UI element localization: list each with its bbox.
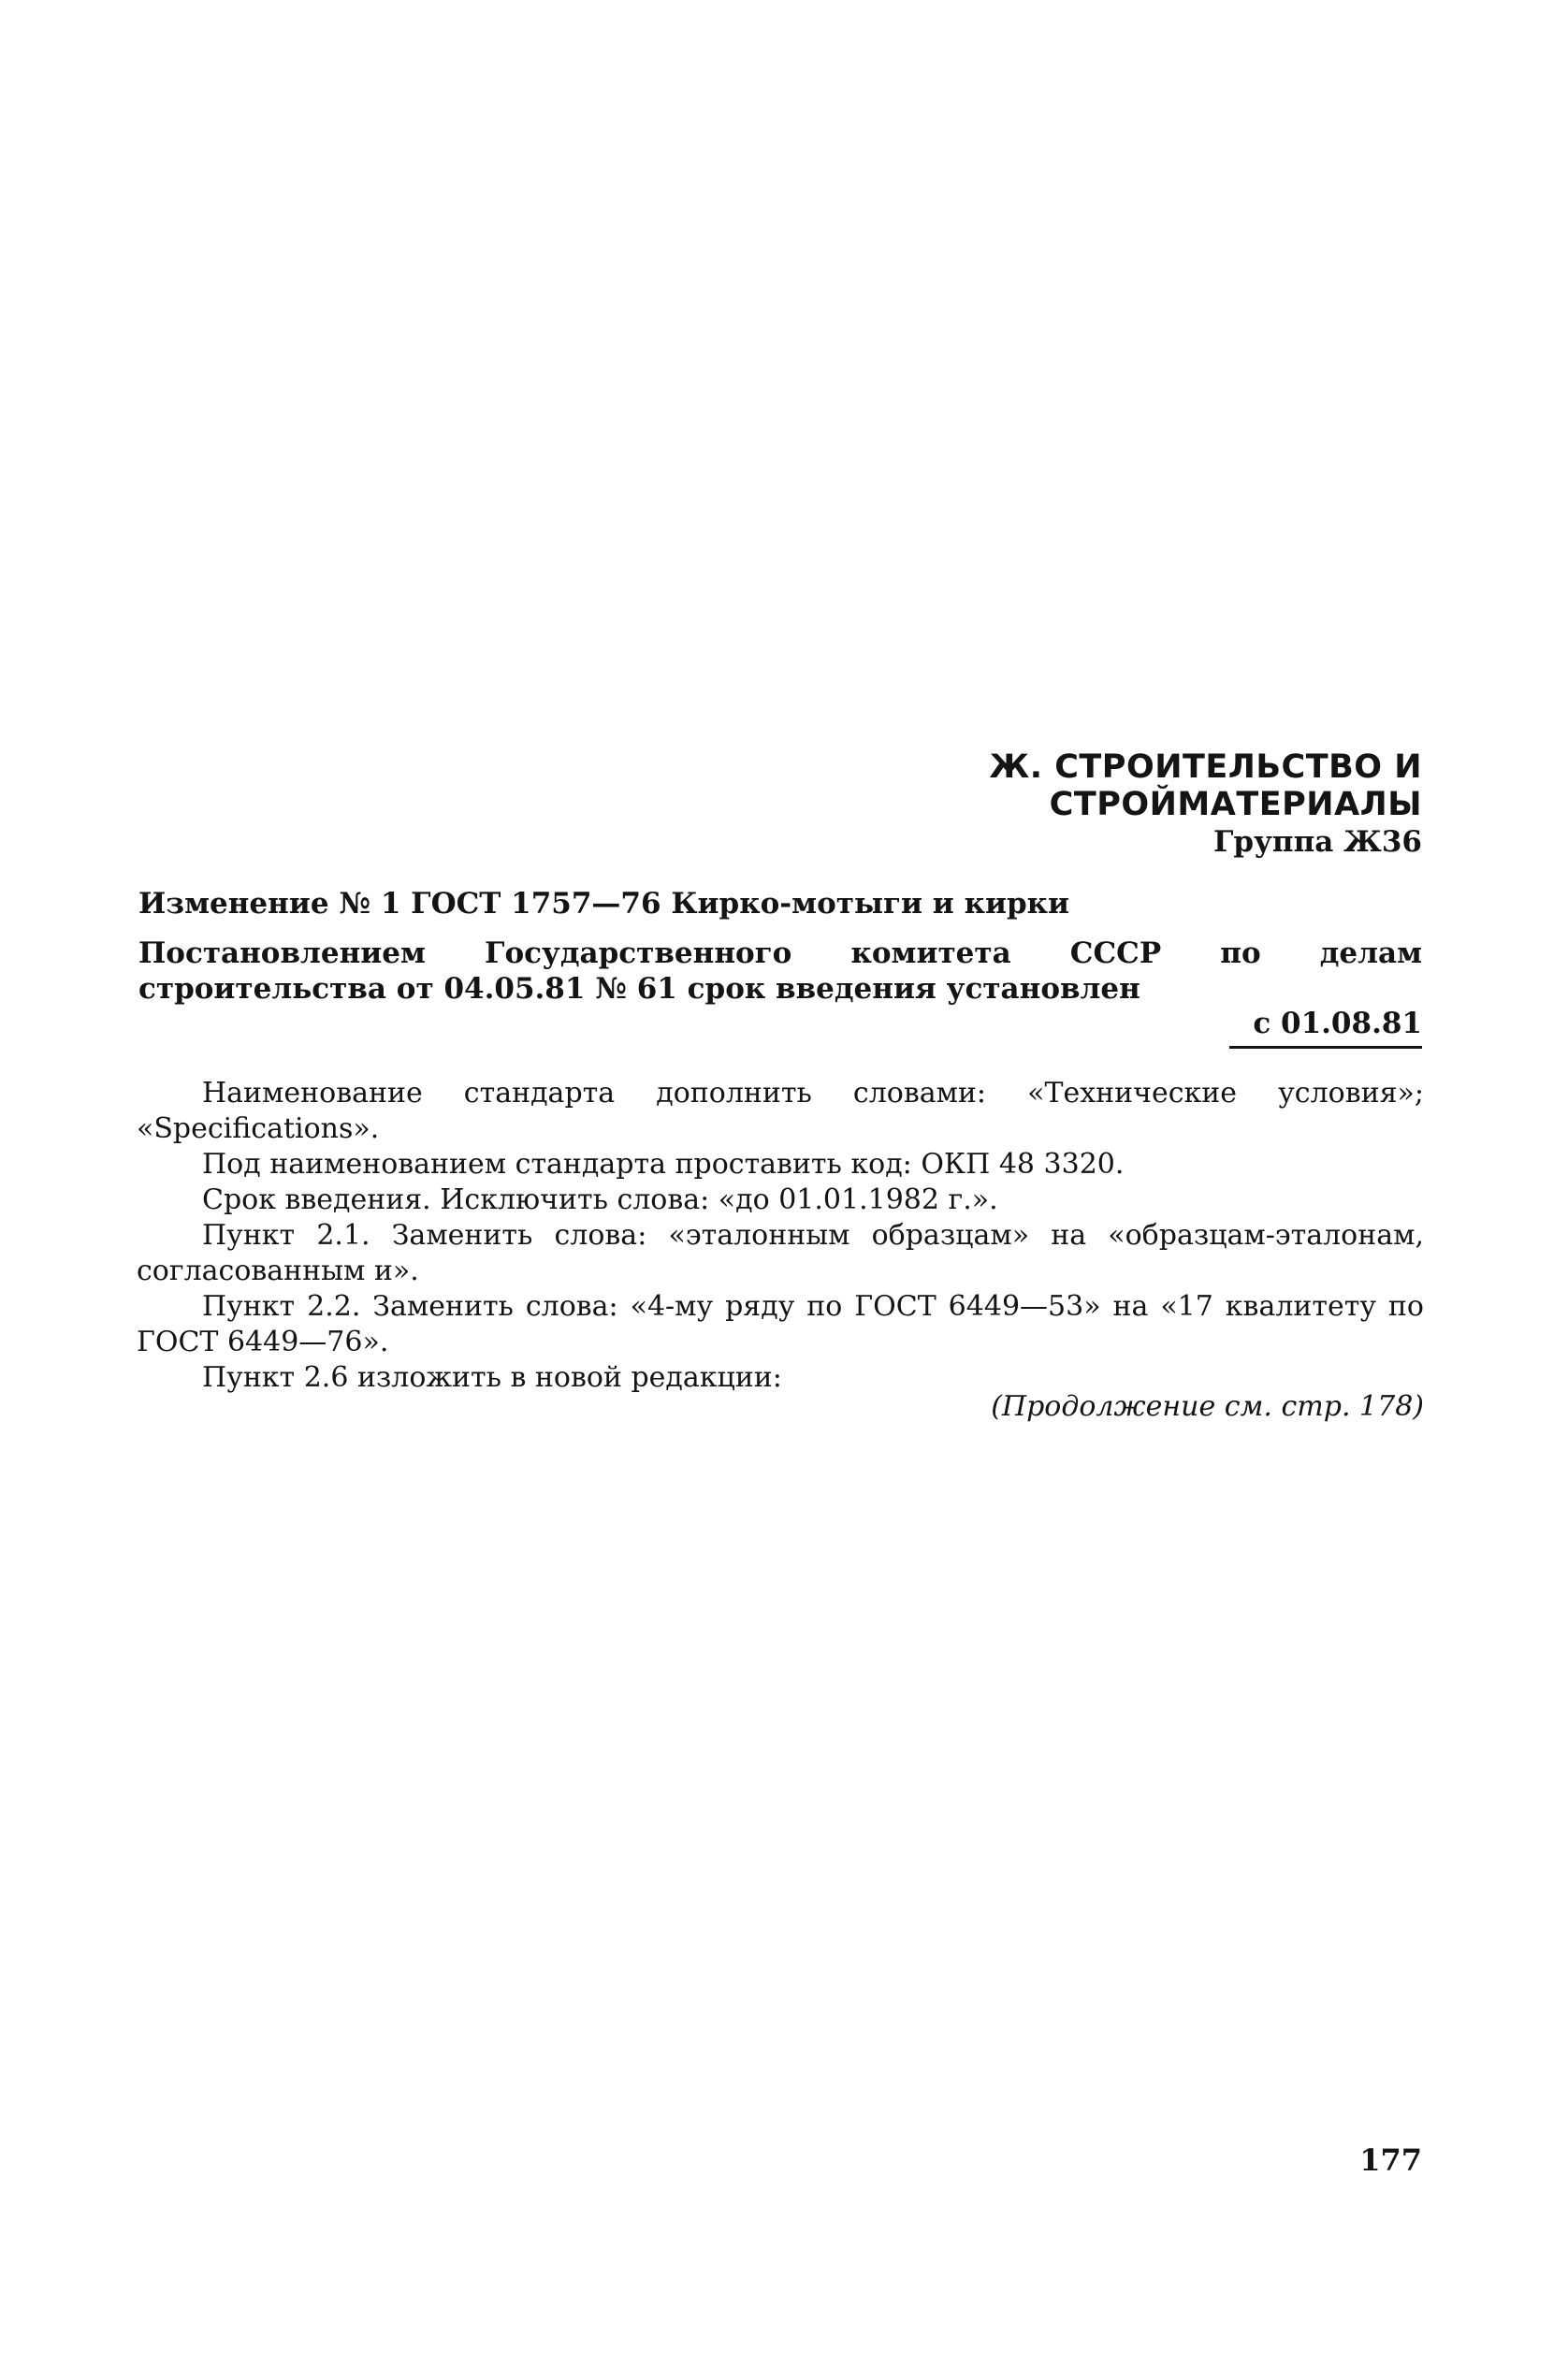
continuation-note: (Продолжение см. стр. 178) — [991, 1390, 1424, 1423]
amendment-body — [137, 1076, 1424, 1396]
effective-date: с 01.08.81 — [1253, 1007, 1422, 1040]
paragraph: Под наименованием стандарта проставить код: ОКП 48 3320. — [202, 1148, 1125, 1181]
resolution-text: Постановлением Государственного комитета СССР по делам строительства от 04.05.81 № 61 срок введения установлен — [138, 936, 1422, 1006]
paragraph: Срок введения. Исключить слова: «до 01.01.1982 г.». — [202, 1183, 998, 1216]
amendment-title: Изменение № 1 ГОСТ 1757—76 Кирко-мотыги и кирки — [138, 887, 1070, 921]
paragraph: Наименование стандарта дополнить словами: «Технические условия»; «Specifications». — [137, 1077, 1424, 1145]
page-number: 177 — [1359, 2142, 1422, 2178]
paragraph: Пункт 2.6 изложить в новой редакции: — [202, 1361, 782, 1394]
group-label: Группа Ж36 — [1213, 825, 1422, 859]
paragraph: Пункт 2.1. Заменить слова: «эталонным образцам» на «образцам-эталонам, согласованным и». — [137, 1219, 1424, 1287]
paragraph: Пункт 2.2. Заменить слова: «4-му ряду по ГОСТ 6449—53» на «17 квалитету по ГОСТ 6449—76». — [137, 1290, 1424, 1358]
section-heading: Ж. СТРОИТЕЛЬСТВО И СТРОЙМАТЕРИАЛЫ — [989, 748, 1422, 823]
effective-date-underline — [1229, 1046, 1422, 1049]
